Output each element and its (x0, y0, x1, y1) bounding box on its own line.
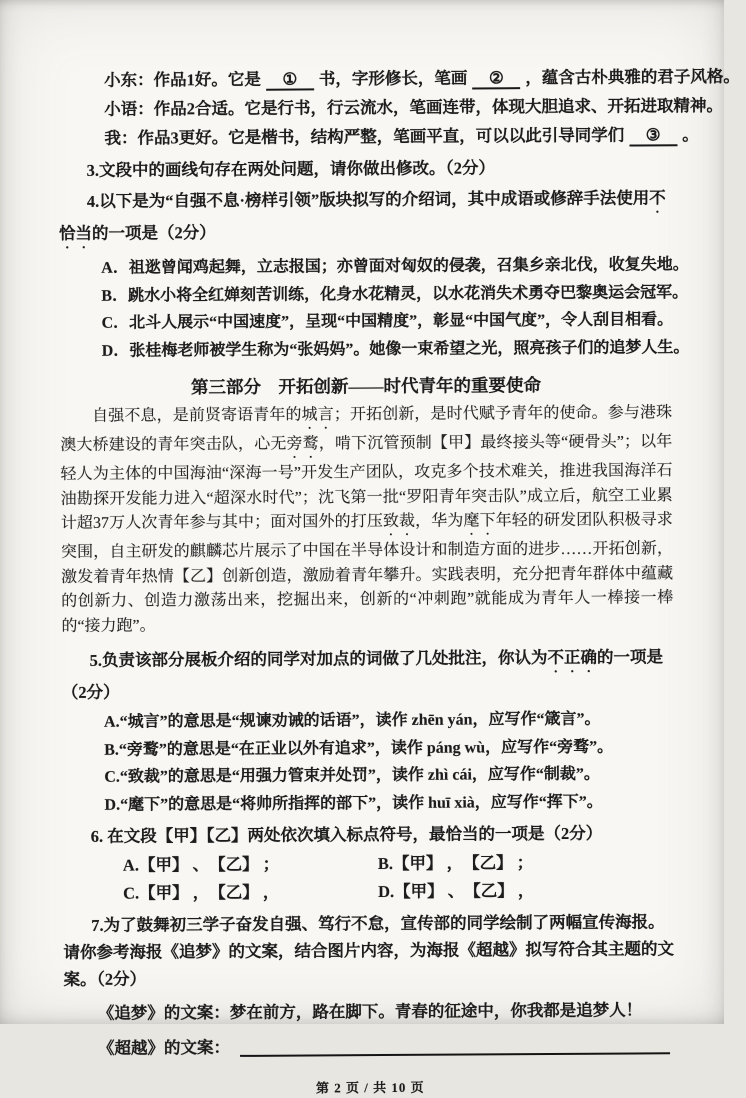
dialogue-line-1: 小语：作品2合适。它是行书，行云流水，笔画连带，体现大胆追求、开拓进取精神。 (104, 95, 724, 119)
chaoyue-copy-line (98, 1031, 676, 1063)
zhuimeng-copy-line (98, 996, 676, 1028)
section-title: 第三部分 开拓创新——时代青年的重要使命 (190, 375, 542, 398)
question-6-options-item-1: B.【甲】 ， 【乙】 ； (377, 853, 534, 874)
dialogue-line-0: 小东：作品1好。它是 ① 书，字形修长，笔画 ② ，蕴含古朴典雅的君子风格。 (104, 66, 740, 90)
question-5-stem: 5.负责该部分展板介绍的同学对加点的词做了几处批注，你认为不正确的一项是（2分） (61, 647, 664, 702)
question-5-options-item-3: D.“麾下”的意思是“将帅所指挥的部下”，读作 huī xià，应写作“挥下”。 (104, 793, 603, 814)
question-4-options-item-0: A．祖逖曾闻鸡起舞，立志报国；亦曾面对匈奴的侵袭，召集乡亲北伐，收复失地。 (101, 256, 689, 277)
page-footer: 第 2 页 / 共 10 页 (315, 1079, 425, 1096)
question-6-options-item-0: A.【甲】 、 【乙】 ； (122, 854, 280, 875)
passage: 自强不息，是前贤寄语青年的城言；开拓创新，是时代赋予青年的使命。参与港珠澳大桥建设的青年突击队，心无旁鹜，啃下沉管预制【甲】最终接头等“硬骨头”；以年轻人为主体的中国海油“深海一号”开发生产团队，攻克多个技术难关，推进我国海洋石油勘探开发能力进入“超深水时代”；沈飞第一批“罗阳青年突击队”成立后，航空工业累计超37万人次青年参与其中；面对国外的打压致裁，华为麾下年轻的研发团队积极寻求突围，自主研发的麒麟芯片展示了中国在半导体设计和制造方面的进步……开拓创新，激发着青年热情【乙】创新创造，激励着青年攀升。实践表明，充分把青年群体中蕴藏的创新力、创造力激荡出来，挖掘出来，创新的“冲刺跑”就能成为青年人一棒接一棒的“接力跑”。 (60, 404, 674, 635)
calligraphy-dialogue (58, 62, 740, 153)
question-4-options-item-3: D．张桂梅老师被学生称为“张妈妈”。她像一束希望之光，照亮孩子们的追梦人生。 (101, 338, 690, 360)
zhuimeng-label: 《追梦》的文案： (97, 1002, 230, 1023)
exam-content (58, 62, 740, 1098)
question-6-options-item-2: C.【甲】 ， 【乙】 ， (122, 882, 280, 903)
question-5-options-item-0: A.“城言”的意思是“规谏劝诫的话语”，读作 zhēn yán，应写作“箴言”。 (103, 710, 601, 731)
fill-blank[interactable]: ③ (629, 126, 677, 146)
question-5-options-item-1: B.“旁鹜”的意思是“在正业以外有追求”，读作 páng wù，应写作“旁骛”。 (104, 738, 614, 759)
question-7-stem: 7.为了鼓舞初三学子奋发自强、笃行不怠，宣传部的同学绘制了两幅宣传海报。请你参考海报《追梦》的文案，结合图片内容，为海报《超越》拟写符合其主题的文案。（2分） (63, 912, 674, 989)
question-4-options (59, 251, 690, 365)
question-6-options (123, 848, 675, 907)
fill-blank[interactable]: ① (266, 70, 314, 90)
question-5-options-item-2: C.“致裁”的意思是“用强力管束并处罚”，读作 zhì cái，应写作“制裁”。 (104, 765, 600, 786)
question-6-stem: 6. 在文段【甲】【乙】两处依次填入标点符号，最恰当的一项是（2分） (90, 823, 603, 846)
answer-blank-line[interactable] (240, 1031, 670, 1057)
question-5-options (62, 705, 675, 819)
question-3: 3.文段中的画线句存在两处问题，请你做出修改。（2分） (86, 158, 496, 180)
question-4-options-item-2: C．北斗人展示“中国速度”，呈现“中国精度”，彰显“中国气度”，令人刮目相看。 (101, 311, 674, 332)
question-4-options-item-1: B．跳水小将全红婵刻苦训练，化身水花精灵，以水花消失术勇夺巴黎奥运会冠军。 (101, 283, 689, 305)
zhuimeng-text: 梦在前方，路在脚下。青春的征途中，你我都是追梦人！ (229, 1000, 643, 1022)
fill-blank[interactable]: ② (472, 69, 520, 89)
chaoyue-label: 《超越》的文案： (97, 1037, 231, 1058)
dialogue-line-2: 我：作品3更好。它是楷书，结构严整，笔画平直，可以以此引导同学们 ③ 。 (104, 125, 699, 148)
question-6-options-item-3: D.【甲】 、 【乙】 ， (377, 881, 535, 902)
question-4-stem: 4.以下是为“自强不息·榜样引领”版块拟写的介绍词，其中成语或修辞手法使用不恰当的一项是（2分） (58, 188, 666, 243)
